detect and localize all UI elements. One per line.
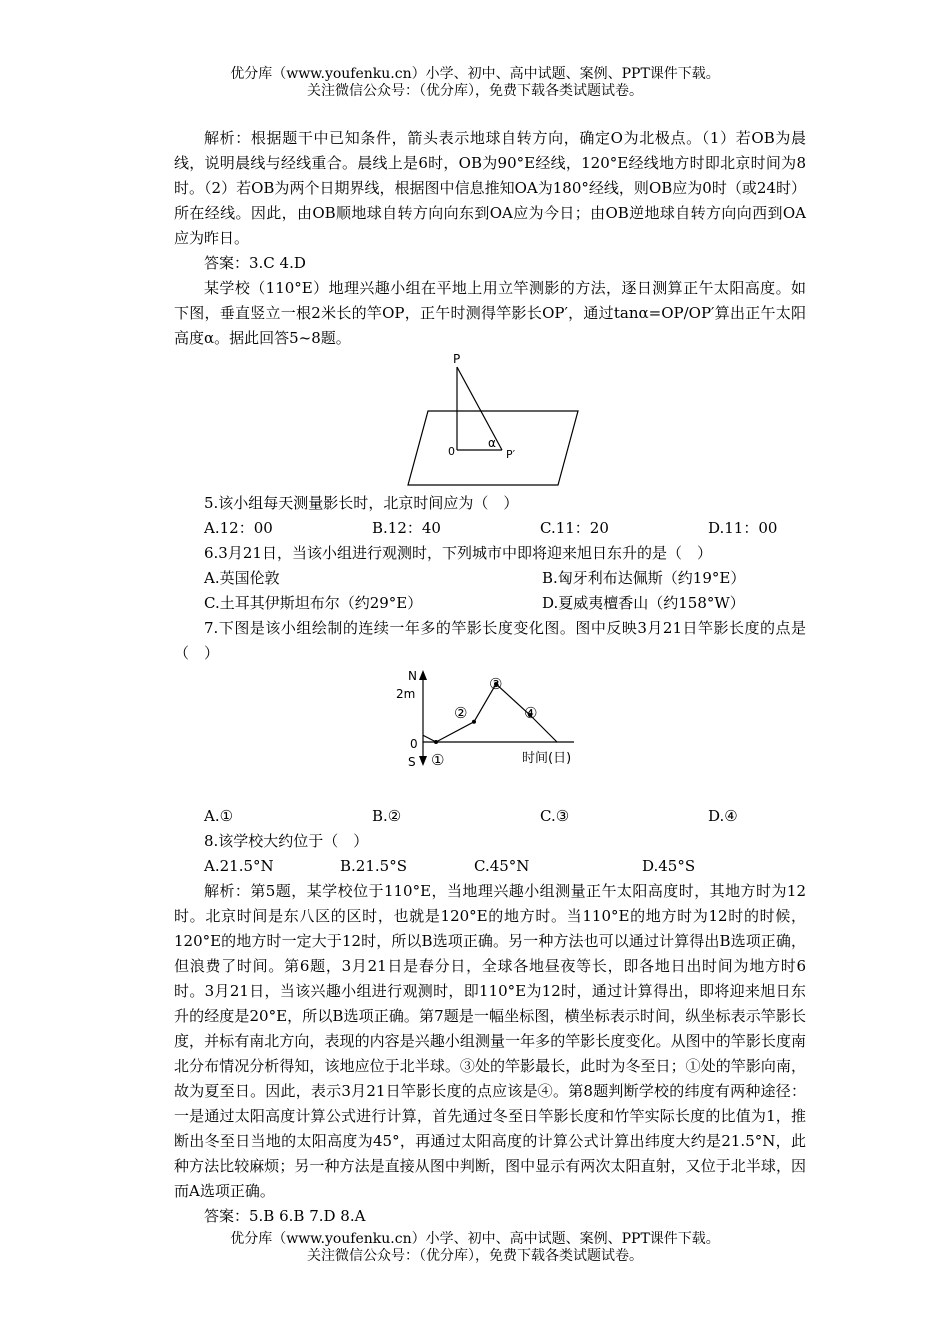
point-label-3: ③ [489,675,503,693]
q5-option-c: C.11：20 [540,519,609,537]
q5-options [174,516,806,541]
q5-stem: 5.该小组每天测量影长时，北京时间应为（ ） [204,494,519,512]
label-o: 0 [448,445,455,458]
document-body [174,126,806,1229]
header-line-2: 关注微信公众号：（优分库），免费下载各类试题试卷。 [307,83,643,99]
q7-options [174,804,806,829]
q5-option-b: B.12：40 [372,519,441,537]
shadow-point-1 [434,740,438,744]
q8-option-c: C.45°N [474,857,530,875]
label-p-prime: P′ [506,448,516,461]
q8-option-a: A.21.5°N [204,857,274,875]
label-alpha: α [488,436,496,450]
q6-option-d: D.夏威夷檀香山（约158°W） [542,594,745,612]
label-2m: 2m [396,687,416,701]
page-header [0,66,950,100]
footer-line-1: 优分库（www.youfenku.cn）小学、初中、高中试题、案例、PPT课件下载。 [230,1231,720,1247]
q5-option-a: A.12：00 [204,519,273,537]
q7-option-a: A.① [204,807,234,825]
footer-line-2: 关注微信公众号：（优分库），免费下载各类试题试卷。 [307,1248,643,1264]
q7-stem: 7.下图是该小组绘制的连续一年多的竿影长度变化图。图中反映3月21日竿影长度的点是（ ） [174,619,806,662]
page-footer [0,1231,950,1265]
pole-shadow-figure [174,351,806,491]
q6-options [174,566,806,616]
pole-shadow-diagram [174,351,806,491]
shadow-length-chart [174,666,806,804]
q8-option-d: D.45°S [642,857,696,875]
q8-options [174,854,806,879]
question-intro: 某学校（110°E）地理兴趣小组在平地上用立竿测影的方法，逐日测算正午太阳高度。如下图，垂直竖立一根2米长的竿OP，正午时测得竿影长OP′，通过tanα=OP/OP′算出正午太阳高度α。据此回答5~8题。 [174,279,806,347]
label-n: N [408,669,417,683]
label-time: 时间(日) [522,751,572,766]
arrow-south [419,756,427,766]
q6-option-a: A.英国伦敦 [204,569,280,587]
q8-stem: 8.该学校大约位于（ ） [204,832,369,850]
header-line-1: 优分库（www.youfenku.cn）小学、初中、高中试题、案例、PPT课件下载。 [230,66,720,82]
answer-5-8: 答案：5.B 6.B 7.D 8.A [204,1207,366,1225]
q5-option-d: D.11：00 [708,519,778,537]
analysis-3-4: 解析：根据题干中已知条件，箭头表示地球自转方向，确定O为北极点。（1）若OB为晨线，说明晨线与经线重合。晨线上是6时，OB为90°E经线，120°E经线地方时即北京时间为8时。（2）若OB为两个日期界线，根据图中信息推知OA为180°经线，则OB应为0时（或24时）所在经线。因此，由OB顺地球自转方向向东到OA应为今日；由OB逆地球自转方向向西到OA应为昨日。 [174,129,806,247]
point-label-2: ② [454,704,468,722]
q6-stem: 6.3月21日，当该小组进行观测时，下列城市中即将迎来旭日东升的是（ ） [204,544,712,562]
shadow-length-figure [174,666,806,804]
point-label-4: ④ [524,704,538,722]
q6-option-b: B.匈牙利布达佩斯（约19°E） [542,569,746,587]
shadow-point-2 [472,720,476,724]
q8-option-b: B.21.5°S [340,857,407,875]
arrow-north [419,670,427,680]
q7-option-c: C.③ [540,807,570,825]
label-zero: 0 [410,737,418,751]
q7-option-b: B.② [372,807,402,825]
label-p: P [453,352,461,366]
answer-3-4: 答案：3.C 4.D [204,254,306,272]
analysis-5-8: 解析：第5题，某学校位于110°E，当地理兴趣小组测量正午太阳高度时，其地方时为12时。北京时间是东八区的区时，也就是120°E的地方时。当110°E的地方时为12时的时候，120°E的地方时一定大于12时，所以B选项正确。另一种方法也可以通过计算得出B选项正确，但浪费了时间。第6题，3月21日是春分日，全球各地昼夜等长，即各地日出时间为地方时6时。3月21日，当该兴趣小组进行观测时，即110°E为12时，通过计算得出，即将迎来旭日东升的经度是20°E，所以B选项正确。第7题是一幅坐标图，横坐标表示时间，纵坐标表示竿影长度，并标有南北方向，表现的内容是兴趣小组测量一年多的竿影长度变化。从图中的竿影长度南北分布情况分析得知，该地应位于北半球。③处的竿影最长，此时为冬至日；①处的竿影向南，故为夏至日。因此，表示3月21日竿影长度的点应该是④。第8题判断学校的纬度有两种途径：一是通过太阳高度计算公式进行计算，首先通过冬至日竿影长度和竹竿实际长度的比值为1，推断出冬至日当地的太阳高度为45°，再通过太阳高度的计算公式计算出纬度大约是21.5°N，此种方法比较麻烦；另一种方法是直接从图中判断，图中显示有两次太阳直射，又位于北半球，因而A选项正确。 [174,882,806,1200]
q6-option-c: C.土耳其伊斯坦布尔（约29°E） [204,594,423,612]
point-label-1: ① [431,751,445,769]
label-s: S [408,755,416,769]
q7-option-d: D.④ [708,807,738,825]
